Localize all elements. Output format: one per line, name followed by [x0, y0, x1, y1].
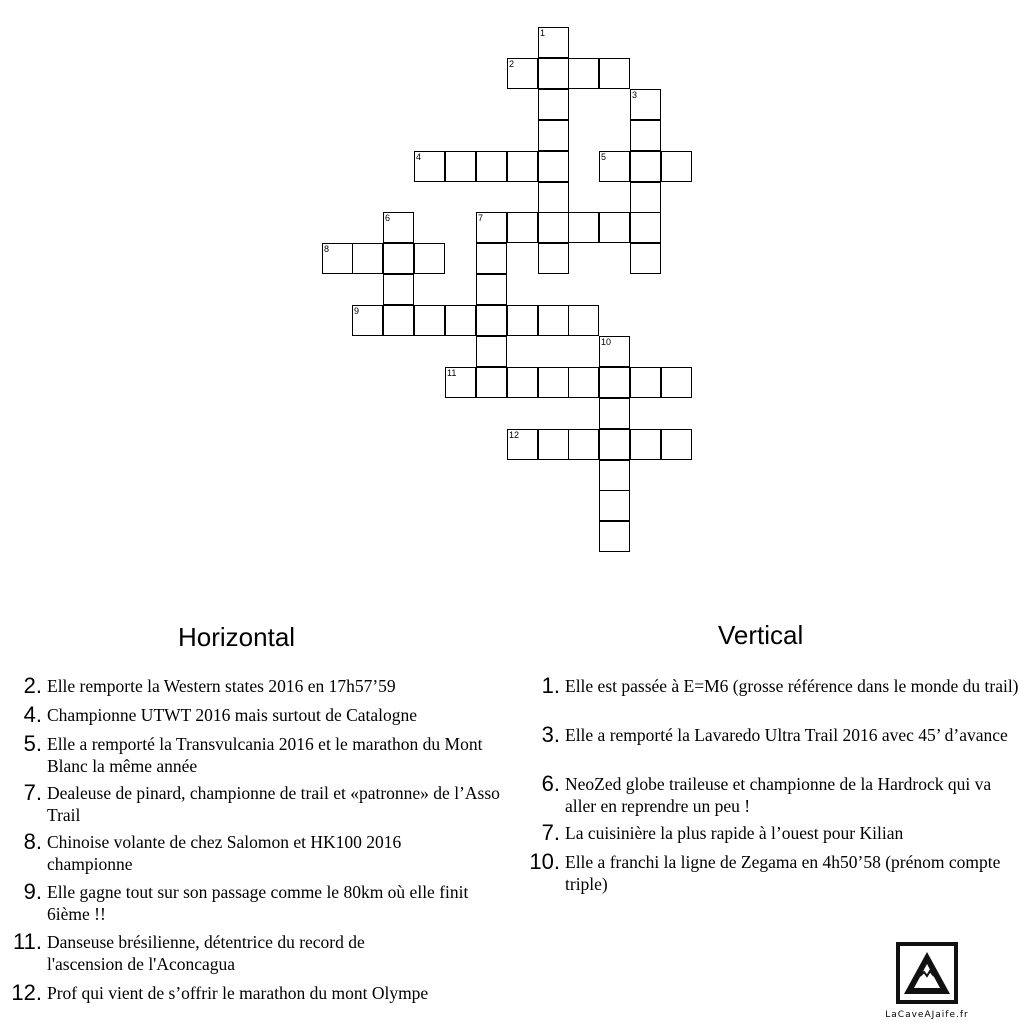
clue-horizontal-4	[0, 704, 520, 726]
clue-text: Prof qui vient de s’offrir le marathon du mont Olympe	[47, 983, 429, 1003]
clue-horizontal-7	[0, 782, 520, 826]
cell-number: 10	[601, 337, 612, 347]
grid-cell[interactable]	[383, 274, 414, 305]
clue-number: 12.	[11, 980, 42, 1005]
grid-cell[interactable]	[630, 182, 661, 213]
clue-text: Elle est passée à E=M6 (grosse référence dans le monde du trail)	[565, 676, 1019, 696]
grid-cell[interactable]	[599, 58, 630, 89]
clue-number: 11.	[13, 929, 42, 954]
grid-cell[interactable]	[630, 243, 661, 274]
grid-cell[interactable]	[538, 429, 569, 460]
grid-cell[interactable]	[661, 429, 692, 460]
grid-cell[interactable]	[599, 429, 630, 460]
clue-horizontal-8	[0, 831, 520, 875]
clue-text: Elle a franchi la ligne de Zegama en 4h50’58 (prénom compte triple)	[565, 852, 1001, 894]
grid-cell[interactable]	[630, 212, 661, 243]
cell-number: 6	[385, 213, 391, 223]
grid-cell[interactable]	[568, 305, 599, 336]
clue-vertical-1	[520, 675, 1022, 719]
grid-cell[interactable]	[538, 182, 569, 213]
grid-cell[interactable]	[568, 429, 599, 460]
grid-cell[interactable]	[476, 151, 507, 182]
clue-horizontal-11	[0, 931, 520, 975]
cell-number: 4	[416, 152, 422, 162]
grid-cell[interactable]	[599, 398, 630, 429]
grid-cell[interactable]	[414, 305, 445, 336]
grid-cell[interactable]	[630, 120, 661, 151]
clue-number: 3.	[541, 722, 560, 747]
grid-cell[interactable]	[352, 243, 383, 274]
clue-number: 6.	[541, 771, 560, 796]
grid-cell[interactable]	[538, 212, 569, 243]
grid-cell[interactable]	[599, 521, 630, 552]
clue-text: Elle remporte la Western states 2016 en 17h57’59	[47, 676, 396, 696]
clue-number: 7.	[541, 820, 560, 845]
vertical-heading: Vertical	[718, 620, 804, 650]
site-brand-text: LaCaveAJaife.fr	[885, 1010, 969, 1020]
grid-cell[interactable]	[414, 243, 445, 274]
grid-cell[interactable]	[538, 367, 569, 398]
grid-cell[interactable]	[383, 305, 414, 336]
grid-cell[interactable]	[661, 367, 692, 398]
clue-number: 4.	[23, 702, 42, 727]
grid-cell[interactable]	[383, 243, 414, 274]
grid-cell[interactable]	[507, 151, 538, 182]
clue-number: 8.	[23, 829, 42, 854]
grid-cell[interactable]	[599, 490, 630, 521]
grid-cell[interactable]	[507, 212, 538, 243]
grid-cell[interactable]	[507, 367, 538, 398]
grid-cell[interactable]	[538, 305, 569, 336]
clue-vertical-3	[520, 724, 1022, 768]
cell-number: 2	[509, 59, 515, 69]
grid-cell[interactable]	[507, 305, 538, 336]
cell-number: 8	[324, 244, 330, 254]
horizontal-heading: Horizontal	[178, 622, 296, 652]
clue-text: NeoZed globe traileuse et championne de la Hardrock qui va aller en reprendre un peu !	[565, 774, 992, 816]
grid-cell[interactable]	[630, 151, 661, 182]
cell-number: 5	[601, 152, 607, 162]
grid-cell[interactable]	[599, 367, 630, 398]
clue-number: 9.	[23, 879, 42, 904]
grid-cell[interactable]	[538, 120, 569, 151]
grid-cell[interactable]	[538, 151, 569, 182]
clue-horizontal-5	[0, 733, 520, 777]
clue-text: Elle gagne tout sur son passage comme le 80km où elle finit 6ième !!	[47, 882, 469, 924]
clue-number: 2.	[23, 673, 42, 698]
grid-cell[interactable]	[599, 212, 630, 243]
clue-text: Elle a remporté la Transvulcania 2016 et le marathon du Mont Blanc la même année	[47, 734, 483, 776]
grid-cell[interactable]	[599, 460, 630, 491]
grid-cell[interactable]	[538, 243, 569, 274]
clue-vertical-7	[520, 822, 1022, 844]
clue-text: Elle a remporté la Lavaredo Ultra Trail 2016 avec 45’ d’avance	[565, 725, 1008, 745]
mountain-logo-icon	[894, 940, 960, 1006]
clue-number: 7.	[23, 780, 42, 805]
grid-cell[interactable]	[568, 367, 599, 398]
clue-vertical-10	[520, 851, 1022, 895]
grid-cell[interactable]	[538, 58, 569, 89]
clue-horizontal-2	[0, 675, 520, 697]
clue-horizontal-9	[0, 881, 520, 925]
clue-text: Championne UTWT 2016 mais surtout de Catalogne	[47, 705, 418, 725]
clue-horizontal-12	[0, 982, 520, 1004]
cell-number: 11	[447, 368, 457, 378]
clue-number: 1.	[541, 673, 560, 698]
grid-cell[interactable]	[476, 336, 507, 367]
grid-cell[interactable]	[568, 212, 599, 243]
grid-cell[interactable]	[476, 305, 507, 336]
grid-cell[interactable]	[661, 151, 692, 182]
cell-number: 7	[478, 213, 484, 223]
grid-cell[interactable]	[568, 58, 599, 89]
grid-cell[interactable]	[630, 429, 661, 460]
clue-number: 10.	[529, 849, 560, 874]
cell-number: 12	[509, 430, 520, 440]
cell-number: 3	[632, 90, 638, 100]
clue-number: 5.	[23, 731, 42, 756]
grid-cell[interactable]	[538, 89, 569, 120]
grid-cell[interactable]	[445, 151, 476, 182]
cell-number: 1	[540, 28, 546, 38]
clue-text: La cuisinière la plus rapide à l’ouest pour Kilian	[565, 823, 904, 843]
grid-cell[interactable]	[630, 367, 661, 398]
cell-number: 9	[354, 306, 360, 316]
clue-text: Chinoise volante de chez Salomon et HK100 2016 championne	[47, 832, 402, 874]
grid-cell[interactable]	[476, 367, 507, 398]
grid-cell[interactable]	[445, 305, 476, 336]
clue-vertical-6	[520, 773, 1022, 817]
clue-text: Danseuse brésilienne, détentrice du record de l'ascension de l'Aconcagua	[47, 932, 365, 974]
clue-text: Dealeuse de pinard, championne de trail et «patronne» de l’Asso Trail	[47, 783, 500, 825]
grid-cell[interactable]	[476, 274, 507, 305]
grid-cell[interactable]	[476, 243, 507, 274]
